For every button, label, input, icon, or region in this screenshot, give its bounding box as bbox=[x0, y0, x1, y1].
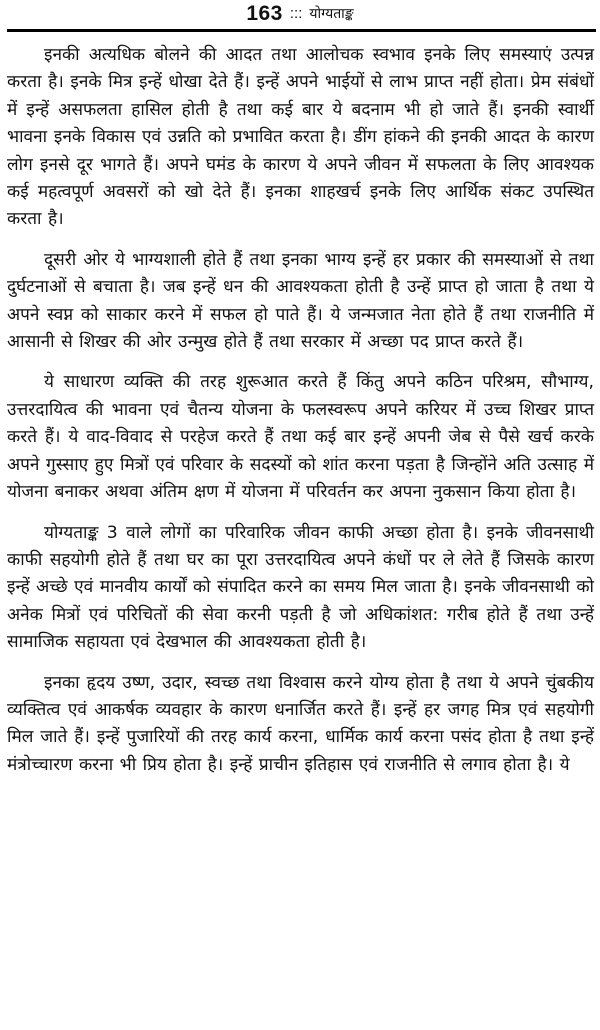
paragraph-character: इनका हृदय उष्ण, उदार, स्वच्छ तथा विश्वास करने योग्य होता है तथा ये अपने चुंबकीय व्यक्तित्व एवं आकर्षक व्यवहार के कारण धनार्जित करते हैं। इन्हें हर जगह मित्र एवं सहयोगी मिल जाते हैं। इन्हें पुजारियों की तरह कार्य करना, धार्मिक कार्य करना पसंद होता है तथा इन्हें मंत्रोच्चारण करना भी प्रिय होता है। इन्हें प्राचीन इतिहास एवं राजनीति से लगाव होता है। ये bbox=[7, 672, 594, 775]
header-separator: ::: bbox=[289, 5, 303, 22]
paragraph-career: ये साधारण व्यक्ति की तरह शुरूआत करते हैं किंतु अपने कठिन परिश्रम, सौभाग्य, उत्तरदायित्व की भावना एवं चैतन्य योजना के फलस्वरूप अपने करियर में उच्च शिखर प्राप्त करते हैं। ये वाद-विवाद से परहेज करते हैं तथा कई बार इन्हें अपनी जेब से पैसे खर्च करके अपने गुस्साए हुए मित्रों एवं परिवार के सदस्यों को शांत करना पड़ता है जिन्होंने अति उत्साह में योजना बनाकर अथवा अंतिम क्षण में योजना में परिवर्तन कर अपना नुकसान किया होता है। bbox=[7, 372, 594, 503]
page-number: 163 bbox=[246, 2, 283, 25]
page-body bbox=[7, 42, 594, 792]
header-rule bbox=[7, 29, 596, 32]
paragraph-negative-traits: इनकी अत्यधिक बोलने की आदत तथा आलोचक स्वभाव इनके लिए समस्याएं उत्पन्न करता है। इनके मित्र इन्हें धोखा देते हैं। इन्हें अपने भाईयों से लाभ प्राप्त नहीं होता। प्रेम संबंधों में इन्हें असफलता हासिल होती है तथा कई बार ये बदनाम भी हो जाते हैं। इनकी स्वार्थी भावना इनके विकास एवं उन्नति को प्रभावित करता है। डींग हांकने की इनकी आदत के कारण लोग इनसे दूर भागते हैं। अपने घमंड के कारण ये अपने जीवन में सफलता के लिए आवश्यक कई महत्वपूर्ण अवसरों को खो देते हैं। इनका शाहखर्च इनके लिए आर्थिक संकट उपस्थित करता है। bbox=[7, 45, 594, 230]
chapter-title: योग्यताङ्क bbox=[309, 6, 354, 22]
paragraph-fortune: दूसरी ओर ये भाग्यशाली होते हैं तथा इनका भाग्य इन्हें हर प्रकार की समस्याओं से तथा दुर्घटनाओं से बचाता है। जब इन्हें धन की आवश्यकता होती है उन्हें प्राप्त हो जाता है तथा ये अपने स्वप्न को साकार करने में सफल हो पाते हैं। ये जन्मजात नेता होते हैं तथा राजनीति में आसानी से शिखर की ओर उन्मुख होते हैं तथा सरकार में अच्छा पद प्राप्त करते हैं। bbox=[7, 249, 594, 353]
page-header bbox=[0, 2, 600, 26]
paragraph-family-life: योग्यताङ्क 3 वाले लोगों का परिवारिक जीवन काफी अच्छा होता है। इनके जीवनसाथी काफी सहयोगी होते हैं तथा घर का पूरा उत्तरदायित्व अपने कंधों पर ले लेते हैं जिसके कारण इन्हें अच्छे एवं मानवीय कार्यों को संपादित करने का समय मिल जाता है। इनके जीवनसाथी को अनेक मित्रों एवं परिचितों की सेवा करनी पड़ती है जो अधिकांशत: गरीब होते हैं तथा उन्हें सामाजिक सहायता एवं देखभाल की आवश्यकता होती है। bbox=[7, 522, 594, 653]
